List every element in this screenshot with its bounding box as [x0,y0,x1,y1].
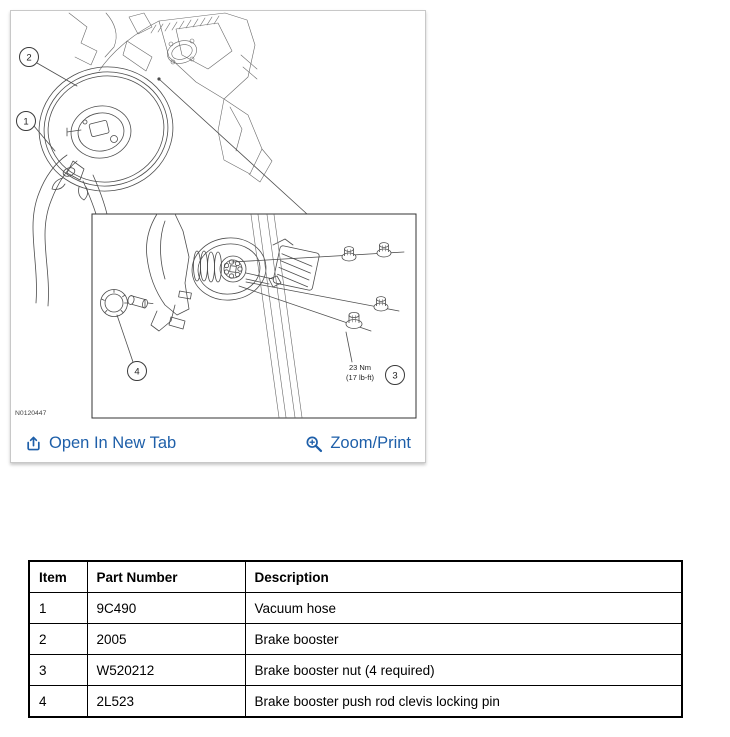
open-in-new-tab-label: Open In New Tab [49,434,177,452]
part-number-cell: W520212 [87,655,245,686]
column-header-description: Description [245,561,682,593]
description-cell: Brake booster push rod clevis locking pin [245,686,682,718]
callout-3 [386,366,405,385]
parts-table [28,560,683,718]
table-row [29,686,682,718]
column-header-item: Item [29,561,87,593]
figure-id-label: N0120447 [15,410,47,417]
table-row [29,593,682,624]
column-header-part-number: Part Number [87,561,245,593]
item-cell: 4 [29,686,87,718]
svg-text:23 Nm: 23 Nm [348,363,372,372]
table-row [29,655,682,686]
dash-panel-opening [164,37,199,67]
part-number-cell: 2L523 [87,686,245,718]
torque-spec [346,363,374,382]
open-in-new-tab-icon [25,435,42,452]
description-cell: Vacuum hose [245,593,682,624]
item-cell: 3 [29,655,87,686]
part-number-cell: 2005 [87,624,245,655]
inset-detail-box [92,214,416,418]
description-cell: Brake booster nut (4 required) [245,655,682,686]
table-row [29,624,682,655]
zoom-print-link[interactable] [305,434,411,453]
description-cell: Brake booster [245,624,682,655]
brake-booster-diagram [11,11,425,425]
svg-text:3: 3 [392,370,398,382]
item-cell: 1 [29,593,87,624]
svg-text:(17 lb-ft): (17 lb-ft) [346,373,374,382]
detail-leader-line [157,77,307,214]
svg-text:4: 4 [134,366,140,378]
callout-2 [20,48,78,87]
part-number-cell: 9C490 [87,593,245,624]
zoom-print-label: Zoom/Print [330,434,411,452]
figure-action-bar [11,425,425,462]
magnifier-zoom-icon [305,435,323,453]
engine-bay-line-art [69,13,272,182]
figure-panel [10,10,426,463]
parts-table-header-row [29,561,682,593]
open-in-new-tab-link[interactable] [25,434,176,453]
item-cell: 2 [29,624,87,655]
svg-text:1: 1 [23,116,29,128]
svg-text:2: 2 [26,52,32,64]
